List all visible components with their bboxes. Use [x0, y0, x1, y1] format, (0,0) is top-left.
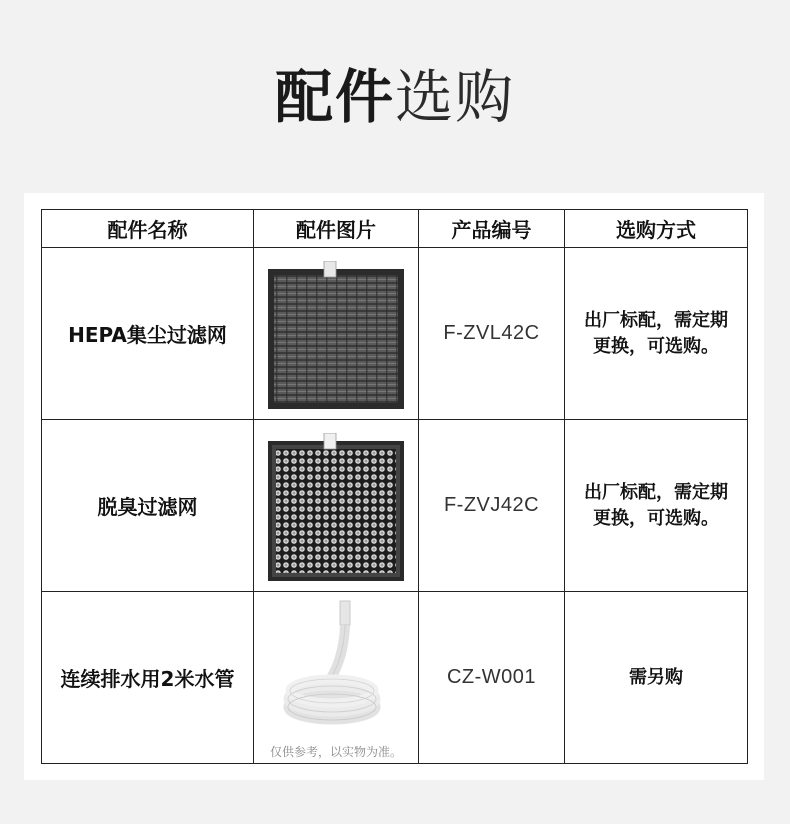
- deodorizing-filter-image: [266, 433, 406, 583]
- purchase-method-line: 更换，可选购。: [593, 335, 719, 357]
- accessory-name: 脱臭过滤网: [42, 420, 254, 592]
- product-code: F-ZVJ42C: [419, 420, 565, 592]
- purchase-method: [565, 592, 748, 764]
- purchase-method: [565, 248, 748, 420]
- page-title: [0, 62, 790, 132]
- page-title-bold: 配件: [274, 63, 395, 131]
- accessory-image-cell: [254, 248, 419, 420]
- header-image: 配件图片: [254, 210, 419, 248]
- product-code: F-ZVL42C: [419, 248, 565, 420]
- image-disclaimer: 仅供参考，以实物为准。: [269, 744, 402, 759]
- accessory-image-cell: [254, 420, 419, 592]
- accessory-image-cell: [254, 592, 419, 764]
- purchase-method-line: 出厂标配，需定期: [584, 309, 728, 331]
- table-row: [42, 248, 748, 420]
- drain-hose-image: [282, 599, 392, 739]
- table-row: [42, 420, 748, 592]
- hepa-filter-image: [266, 261, 406, 411]
- header-name: 配件名称: [42, 210, 254, 248]
- purchase-method: [565, 420, 748, 592]
- purchase-method-line: 更换，可选购。: [593, 507, 719, 529]
- purchase-method-line: 出厂标配，需定期: [584, 481, 728, 503]
- accessory-panel: [24, 193, 764, 780]
- purchase-method-line: 需另购: [629, 666, 683, 688]
- header-method: 选购方式: [565, 210, 748, 248]
- accessory-name: 连续排水用2米水管: [42, 592, 254, 764]
- table-header-row: [42, 210, 748, 248]
- page-title-light: 选购: [395, 63, 516, 131]
- accessory-table: [41, 209, 748, 764]
- header-code: 产品编号: [419, 210, 565, 248]
- table-row: [42, 592, 748, 764]
- product-code: CZ-W001: [419, 592, 565, 764]
- accessory-name: HEPA集尘过滤网: [42, 248, 254, 420]
